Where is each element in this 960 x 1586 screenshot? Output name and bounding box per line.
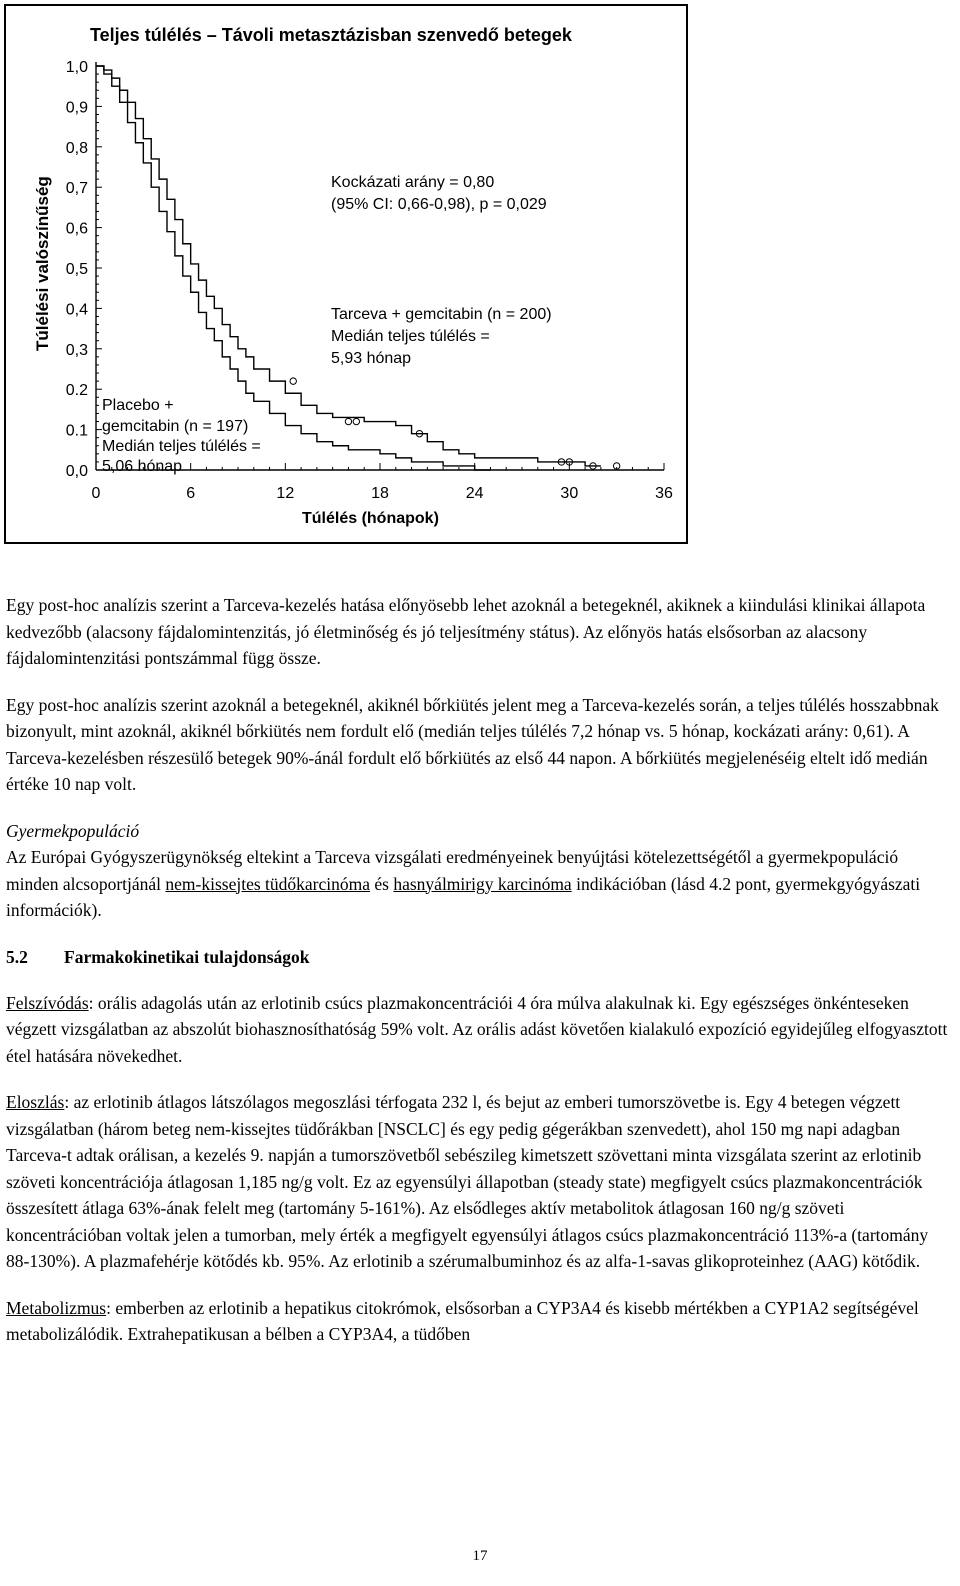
paragraph-absorption	[6, 990, 950, 1070]
hazard-ratio-line-2: (95% CI: 0,66-0,98), p = 0,029	[331, 196, 547, 213]
pediatric-text-c: indikációban (lásd 4.2 pont, gyermekgyógyászati információk).	[6, 873, 921, 920]
page-number: 17	[472, 1548, 488, 1564]
censor-mark	[290, 378, 296, 384]
placebo-label-line-4: 5,06 hónap	[102, 458, 183, 475]
document-body	[6, 592, 950, 1368]
paragraph-pediatric	[6, 818, 950, 924]
section-heading	[6, 944, 950, 970]
placebo-label-line-1: Placebo +	[102, 397, 174, 414]
chart-axes	[66, 59, 673, 502]
hazard-ratio-line-1: Kockázati arány = 0,80	[331, 174, 495, 191]
x-tick-label: 6	[186, 485, 196, 502]
y-tick-label: 0.2	[65, 382, 88, 400]
x-tick-label: 24	[465, 485, 484, 502]
x-tick-label: 18	[371, 485, 389, 502]
chart-series	[96, 66, 620, 470]
placebo-label-line-2: gemcitabin (n = 197)	[102, 418, 249, 435]
y-tick-label: 0,7	[65, 180, 88, 198]
pediatric-text-a: Az Európai Gyógyszerügynökség eltekint a Tarceva vizsgálati eredményeinek benyújtási kötelezettségétől a gyermekpopuláció minden alcsoportjánál	[6, 847, 899, 894]
placebo-label-line-3: Medián teljes túlélés =	[102, 438, 261, 455]
tarceva-label-line-3: 5,93 hónap	[331, 350, 412, 367]
y-tick-label: 0,0	[65, 463, 88, 480]
y-tick-label: 0,3	[65, 341, 88, 359]
x-tick-label: 36	[655, 485, 673, 502]
paragraph-distribution	[6, 1089, 950, 1275]
y-tick-label: 0,4	[65, 301, 88, 319]
distribution-text: : az erlotinib átlagos látszólagos megoszlási térfogata 232 l, és bejut az emberi tumorszövetbe is. Egy 4 betegen végzett vizsgálatban (három beteg nem-kissejtes tüdőrákban [NSCLC] és egy pedig gégerákban szenvedett), ahol 150 mg napi adagban Tarceva-t adtak orálisan, a kezelés 9. napján a tumorszövetből sebészileg kimetszett szövettani minta vizsgálata szerint az erlotinib szöveti koncentrációja átlagosan 1,185 ng/g volt. Ez az egyensúlyi állapotban (steady state) megfigyelt csúcs plazmakoncentrációk összesített átlaga 63%-ának felelt meg (tartomány 5-161%). Az elsődleges aktív metabolitok átlagosan 160 ng/g szöveti koncentrációban voltak jelen a tumorban, mely érték a megfigyelt egyensúlyi átlagos csúcs plazmakoncentráció 113%-a (tartomány 88-130%). A plazmafehérje kötődés kb. 95%. Az erlotinib a szérumalbuminhoz és az alfa-1-savas glikoproteinhez (AAG) kötődik.	[6, 1092, 929, 1271]
distribution-label: Eloszlás	[6, 1092, 65, 1112]
pediatric-link-pancreatic: hasnyálmirigy karcinóma	[393, 873, 572, 894]
y-axis-label: Túlélési valószínűség	[33, 176, 52, 351]
x-tick-label: 0	[91, 485, 101, 502]
pediatric-text-b: és	[370, 873, 394, 894]
metabolism-label: Metabolizmus	[6, 1297, 107, 1318]
survival-chart	[4, 4, 688, 544]
survival-chart-svg	[6, 6, 686, 542]
x-tick-label: 12	[276, 485, 295, 502]
section-number: 5.2	[6, 946, 28, 967]
metabolism-text: : emberben az erlotinib a hepatikus citokrómok, elsősorban a CYP3A4 és kisebb mértékben a CYP1A2 segítségével metabolizálódik. Extrahepatikusan a bélben a CYP3A4, a tüdőben	[6, 1297, 919, 1344]
y-tick-label: 0,6	[65, 220, 88, 238]
absorption-label: Felszívódás	[6, 992, 89, 1013]
paragraph-posthoc-analysis: Egy post-hoc analízis szerint a Tarceva-kezelés hatása előnyösebb lehet azoknál a betegeknél, akiknek a kiindulási klinikai állapota kedvezőbb (alacsony fájdalomintenzitás, jó életminőség és jó teljesítmény státus). Az előnyös hatás elsősorban az alacsony fájdalomintenzitási pontszámmal függ össze.	[6, 595, 926, 668]
pediatric-heading: Gyermekpopuláció	[6, 820, 140, 841]
y-tick-label: 0,8	[65, 139, 88, 157]
paragraph-rash-analysis: Egy post-hoc analízis szerint azoknál a betegeknél, akiknél bőrkiütés jelent meg a Tarceva-kezelés során, a teljes túlélés hosszabbnak bizonyult, mint azoknál, akiknél bőrkiütés nem fordult elő (medián teljes túlélés 7,2 hónap vs. 5 hónap, kockázati arány: 0,61). A Tarceva-kezelésben részesülő betegek 90%-ánál fordult elő bőrkiütés az első 44 napon. A bőrkiütés megjelenéséig eltelt idő medián értéke 10 nap volt.	[6, 694, 939, 794]
absorption-text: : orális adagolás után az erlotinib csúcs plazmakoncentrációi 4 óra múlva alakulnak ki. Egy egészséges önkénteseken végzett vizsgálatban az abszolút biohasznosíthatóság 59% volt. Az orális adást követően kialakuló expozíció egyidejűleg elfogyasztott étel hatására növekedhet.	[6, 992, 948, 1066]
censor-mark	[345, 418, 351, 424]
censor-mark	[353, 418, 359, 424]
y-tick-label: 1,0	[65, 59, 88, 76]
chart-title: Teljes túlélés – Távoli metasztázisban szenvedő betegek	[90, 25, 572, 45]
y-tick-label: 0,5	[65, 261, 88, 278]
y-tick-label: 0.1	[65, 422, 88, 440]
x-tick-label: 30	[560, 485, 579, 502]
pediatric-link-nsclc: nem-kissejtes tüdőkarcinóma	[165, 873, 371, 894]
y-tick-label: 0,9	[65, 99, 88, 117]
paragraph-metabolism	[6, 1295, 950, 1348]
x-axis-label: Túlélés (hónapok)	[302, 510, 439, 527]
tarceva-label-line-2: Medián teljes túlélés =	[331, 328, 490, 345]
tarceva-label-line-1: Tarceva + gemcitabin (n = 200)	[331, 306, 552, 323]
section-title: Farmakokinetikai tulajdonságok	[64, 946, 310, 967]
